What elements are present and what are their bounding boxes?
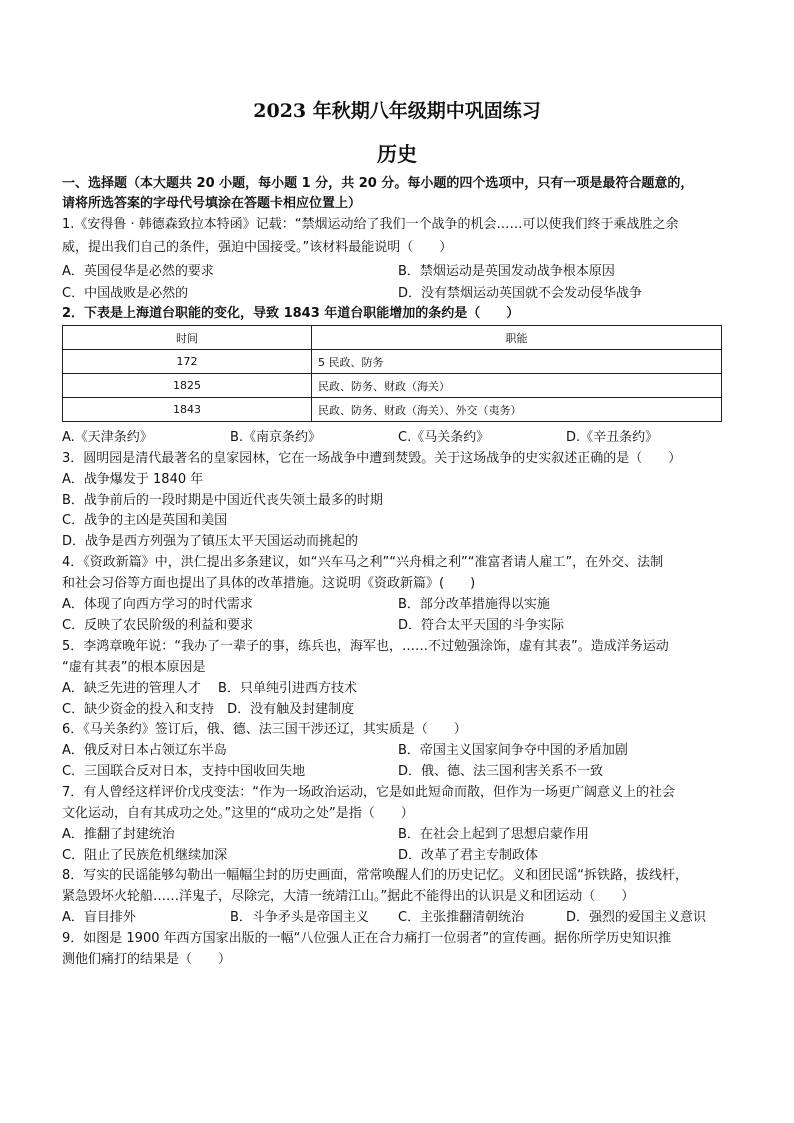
table-header-row [63,326,722,350]
section-heading-line1: 一、选择题（本大题共 20 小题，每小题 1 分，共 20 分。每小题的四个选项中，只有一项是最符合题意的， [62,176,694,191]
q8-stem-line1: 8．写实的民谣能够勾勒出一幅幅尘封的历史画面，常常唤醒人们的历史记忆。义和团民谣“拆铁路，拔线杆， [62,868,689,883]
q1-stem-line2: 威，提出我们自己的条件，强迫中国接受。”该材料最能说明（ ） [62,240,453,255]
table-cell-time: 1843 [63,398,312,422]
q5-options-ab: A．缺乏先进的管理人才 B．只单纯引进西方技术 [62,681,357,696]
q6-option-d: D．俄、德、法三国利害关系不一致 [398,764,604,779]
q2-option-d: D.《辛丑条约》 [566,430,659,445]
table-cell-function: 民政、防务、财政（海关）、外交（夷务） [312,398,722,422]
q2-table [62,325,722,422]
q1-option-c: C．中国战败是必然的 [62,286,189,301]
q6-option-a: A．俄反对日本占领辽东半岛 [62,743,227,758]
table-header-function: 职能 [312,326,722,350]
q5-options-cd: C．缺少资金的投入和支持 D．没有触及封建制度 [62,702,355,717]
q3-option-d: D．战争是西方列强为了镇压太平天国运动而挑起的 [62,534,359,549]
q4-stem-line1: 4．《资政新篇》中，洪仁提出多条建议，如“兴车马之利”“兴舟楫之利”“准富者请人雇工”，在外交、法制 [62,555,664,570]
q4-option-c: C．反映了农民阶级的利益和要求 [62,618,254,633]
q2-option-b: B.《南京条约》 [230,430,322,445]
q7-stem-line1: 7．有人曾经这样评价戊戌变法：“作为一场政治运动，它是如此短命而散，但作为一场更广阔意义上的社会 [62,785,676,800]
q8-stem-line2: 紧急毁坏火轮船……洋鬼子，尽除完，大清一统靖江山。”据此不能得出的认识是义和团运动（ ） [62,889,635,904]
q8-option-c: C．主张推翻清朝统治 [398,910,525,925]
q8-option-b: B．斗争矛头是帝国主义 [230,910,369,925]
q8-option-d: D．强烈的爱国主义意识 [566,910,707,925]
table-cell-time: 1825 [63,374,312,398]
q1-option-b: B．禁烟运动是英国发动战争根本原因 [398,264,615,279]
q6-stem: 6．《马关条约》签订后，俄、德、法三国干涉还辽，其实质是（ ） [62,722,467,737]
table-header-time: 时间 [63,326,312,350]
q2-option-a: A.《天津条约》 [62,430,153,445]
q1-stem-line1: 1.《安得鲁 · 韩德森致拉本特函》记载：“禁烟运动给了我们一个战争的机会……可以使我们终于乘战胜之余 [62,217,679,232]
table-cell-function: 5 民政、防务 [312,350,722,374]
q6-option-c: C．三国联合反对日本，支持中国收回失地 [62,764,306,779]
q4-option-d: D．符合太平天国的斗争实际 [398,618,565,633]
exam-title: 2023 年秋期八年级期中巩固练习 [253,100,541,122]
table-row [63,398,722,422]
q7-option-b: B．在社会上起到了思想启蒙作用 [398,827,589,842]
table-row [63,350,722,374]
q4-stem-line2: 和社会习俗等方面也提出了具体的改革措施。这说明《资政新篇》( ) [62,576,476,591]
q7-option-c: C．阻止了民族危机继续加深 [62,848,228,863]
table-cell-time: 172 [63,350,312,374]
q9-stem-line1: 9．如图是 1900 年西方国家出版的一幅“八位强人正在合力痛打一位弱者”的宣传画。据你所学历史知识推 [62,931,672,946]
q4-option-a: A．体现了向西方学习的时代需求 [62,597,253,612]
table-cell-function: 民政、防务、财政（海关） [312,374,722,398]
q3-option-a: A．战争爆发于 1840 年 [62,472,204,487]
q5-stem-line2: “虚有其表”的根本原因是 [62,660,206,675]
q7-option-a: A．推翻了封建统治 [62,827,175,842]
q8-option-a: A．盲目排外 [62,910,136,925]
q7-option-d: D．改革了君主专制政体 [398,848,539,863]
q6-option-b: B．帝国主义国家间争夺中国的矛盾加剧 [398,743,628,758]
section-heading-line2: 请将所选答案的字母代号填涂在答题卡相应位置上） [62,196,362,211]
q3-option-c: C．战争的主凶是英国和美国 [62,513,228,528]
q2-option-c: C.《马关条约》 [398,430,490,445]
q9-stem-line2: 测他们痛打的结果是（ ） [62,952,232,967]
q3-stem: 3．圆明园是清代最著名的皇家园林，它在一场战争中遭到焚毁。关于这场战争的史实叙述正确的是（ ） [62,451,682,466]
q3-option-b: B．战争前后的一段时期是中国近代丧失领土最多的时期 [62,493,383,508]
q2-stem: 2．下表是上海道台职能的变化，导致 1843 年道台职能增加的条约是（ ） [62,306,520,321]
q5-stem-line1: 5．李鸿章晚年说：“我办了一辈子的事，练兵也，海军也，……不过勉强涂饰，虚有其表”。造成洋务运动 [62,639,669,654]
q7-stem-line2: 文化运动，自有其成功之处。”这里的“成功之处”是指（ ） [62,806,414,821]
q1-option-a: A．英国侵华是必然的要求 [62,264,214,279]
q4-option-b: B．部分改革措施得以实施 [398,597,550,612]
table-row [63,374,722,398]
subject-title: 历史 [377,142,417,166]
q1-option-d: D．没有禁烟运动英国就不会发动侵华战争 [398,286,643,301]
